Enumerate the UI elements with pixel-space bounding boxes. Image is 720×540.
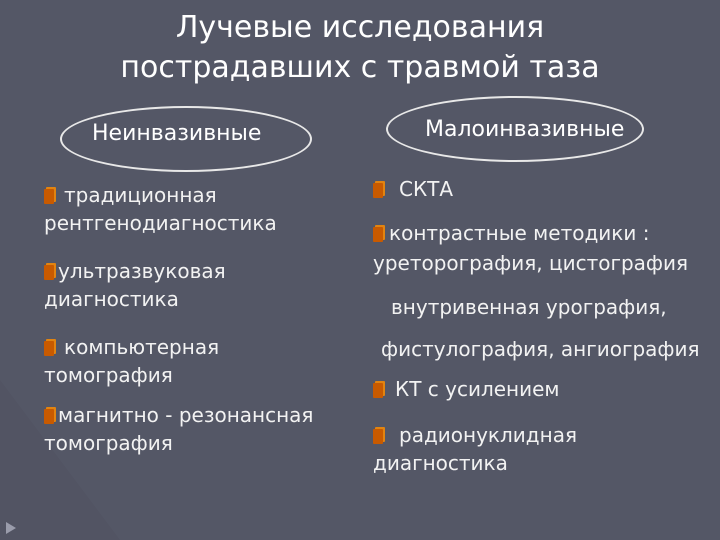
- item-text-continued: томография: [44, 431, 173, 455]
- item-text-continued: фистулография, ангиография: [381, 337, 700, 361]
- left-column-heading: Неинвазивные: [92, 121, 262, 146]
- item-text: ультразвуковая: [58, 259, 226, 283]
- item-text: СКТА: [399, 177, 454, 201]
- square-bullet-icon: [44, 187, 56, 204]
- square-bullet-icon: [44, 339, 56, 356]
- item-text-continued: уреторография, цистография: [373, 251, 689, 275]
- square-bullet-icon: [373, 225, 385, 242]
- square-bullet-icon: [373, 181, 385, 198]
- item-text-continued: внутривенная урография,: [391, 295, 667, 319]
- item-text-continued: рентгенодиагностика: [44, 211, 277, 235]
- square-bullet-icon: [44, 263, 56, 280]
- list-item: [373, 421, 577, 477]
- title-line-1: Лучевые исследования: [175, 10, 545, 45]
- list-item: [373, 218, 700, 364]
- item-text: магнитно - резонансная: [58, 403, 314, 427]
- next-slide-arrow-icon[interactable]: [6, 522, 16, 534]
- list-item: [44, 333, 219, 389]
- title-line-2: пострадавших с травмой таза: [120, 50, 600, 85]
- item-text: радионуклидная: [399, 423, 577, 447]
- list-item: [44, 401, 313, 457]
- list-item: [44, 181, 277, 237]
- square-bullet-icon: [44, 407, 56, 424]
- item-text: традиционная: [64, 183, 217, 207]
- square-bullet-icon: [373, 381, 385, 398]
- item-text-continued: диагностика: [373, 451, 508, 475]
- item-text-continued: томография: [44, 363, 173, 387]
- list-item: [373, 175, 453, 203]
- right-column-heading: Малоинвазивные: [425, 117, 625, 142]
- item-text-continued: диагностика: [44, 287, 179, 311]
- list-item: [44, 257, 226, 313]
- square-bullet-icon: [373, 427, 385, 444]
- list-item: [373, 375, 560, 403]
- item-text: компьютерная: [64, 335, 220, 359]
- slide-title: [0, 8, 720, 88]
- item-text: контрастные методики :: [389, 221, 650, 245]
- item-text: КТ с усилением: [395, 377, 560, 401]
